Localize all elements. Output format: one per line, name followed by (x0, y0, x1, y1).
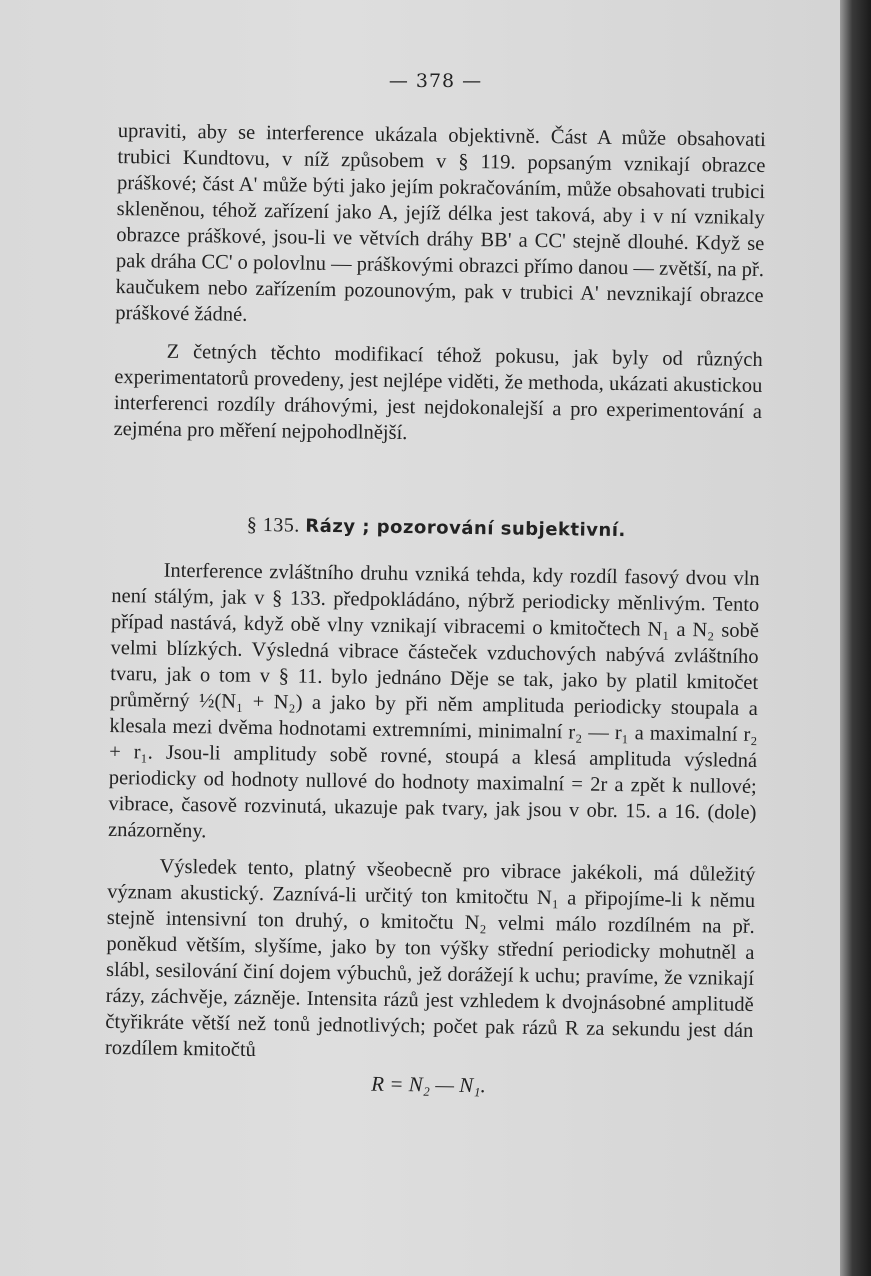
paragraph-3: Interference zvláštního druhu vzniká tehda, kdy rozdíl fasový dvou vln není stálým, jak v § 133. předpokládáno, nýbrž periodicky měnlivým. Tento případ nastává, když obě vlny vznikají vibracemi o kmitočtech N₁ a N₂ sobě velmi blízkých. Výsledná vibrace částeček vzduchových nabývá zvláštního tvaru, jak o tom v § 11. bylo jednáno Děje se tak, jako by platil kmitočet průměrný ½(N₁ + N₂) a jako by při něm amplituda periodicky stoupala a klesala mezi dvěma hodnotami extremními, minimalní r₂ — r₁ a maximalní r₂ + r₁. Jsou-li amplitudy sobě rovné, stoupá a klesá amplituda výsledná periodicky od hodnoty nullové do hodnoty maximalní = 2r a zpět k nullové; vibrace, časově rozvinutá, ukazuje pak tvary, jak jsou v obr. 15. a 16. (dole) znázorněny. (107, 559, 760, 843)
formula: R = N₂ — N₁. (371, 1071, 486, 1098)
page-body (104, 118, 766, 1102)
section-number: § 135. (246, 513, 300, 537)
book-gutter (840, 0, 871, 1276)
paragraph-2: Z četných těchto modifikací téhož pokusu, jak byly od různých experimentatorů provedeny, jest nejlépe viděti, že methoda, ukázati akustickou interferenci rozdíly dráhovými, jest nejdokonalejší a pro experimentování a zejména pro měření nejpohodlnější. (113, 340, 763, 445)
paragraph-1: upraviti, aby se interference ukázala objektivně. Část A může obsahovati trubici Kundtovu, v níž způsobem v § 119. popsaným vznikají obrazce práškové; část A' může býti jako jejím pokračováním, může obsahovati trubici skleněnou, téhož zařízení jako A, jejíž délka jest taková, aby i v ní vznikaly obrazce práškové, jsou-li ve větvích dráhy BB' a CC' stejně dlouhé. Když se pak dráha CC' o polovlnu — práškovými obrazci přímo danou — zvětší, na př. kaučukem nebo zařízením pozounovým, pak v trubici A' nevznikají obrazce práškové žádné. (115, 119, 766, 326)
section-title: Rázy ; pozorování subjektivní. (305, 515, 626, 542)
page-number: — 378 — (388, 70, 483, 92)
section-heading (112, 510, 760, 546)
paragraph-4: Výsledek tento, platný všeobecně pro vibrace jakékoli, má důležitý význam akustický. Zaznívá-li určitý ton kmitočtu N₁ a připojíme-li k němu stejně intensivní ton druhý, o kmitočtu N₂ velmi málo rozdílném na př. poněkud větším, slyšíme, jako by ton výšky střední periodicky mohutněl a slábl, sesilování činí dojem výbuchů, jež dorážejí k uchu; pravíme, že vznikají rázy, záchvěje, zázněje. Intensita rázů jest vzhledem k dvojnásobné amplitudě čtyřikráte větší než tonů jednotlivých; počet pak rázů R za sekundu jest dán rozdílem kmitočtů (104, 855, 756, 1062)
